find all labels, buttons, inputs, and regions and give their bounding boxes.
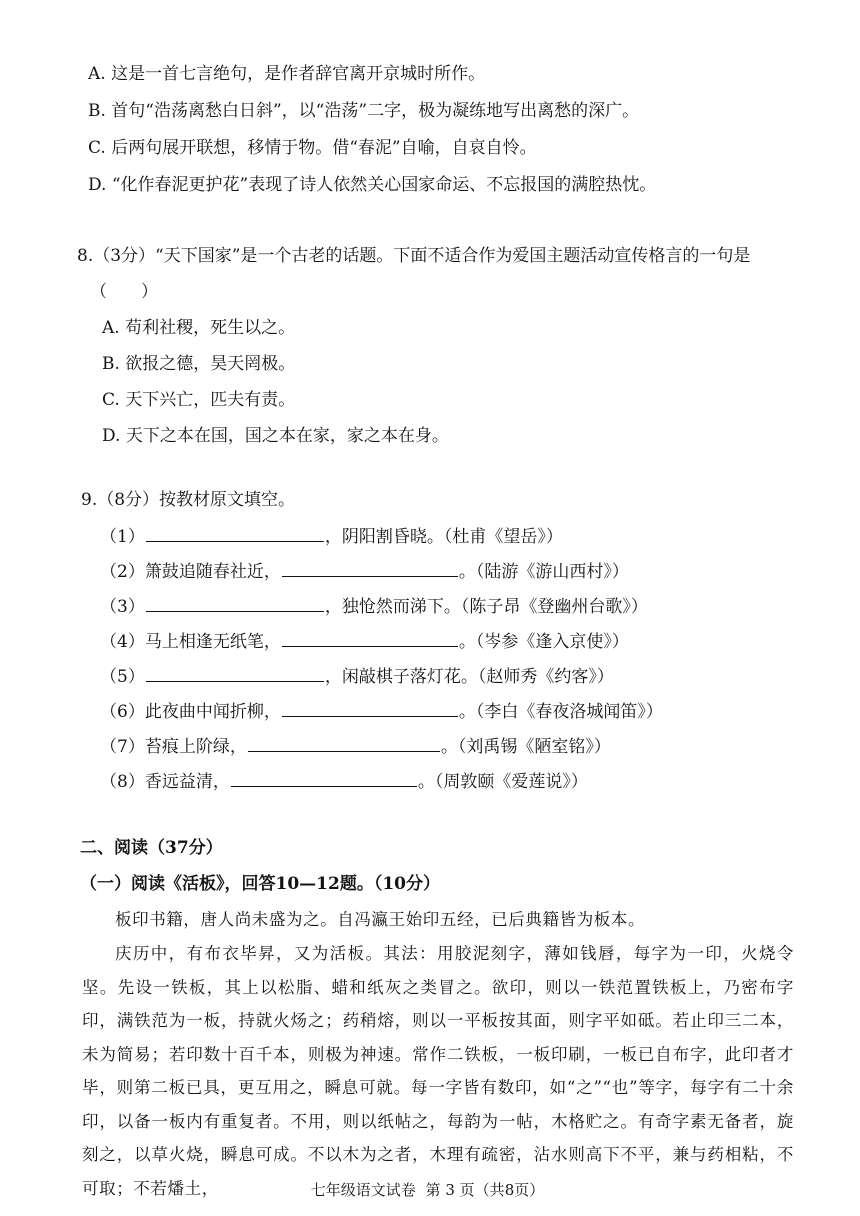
- q9-item-source: ，阴阳割昏晓。（杜甫《望岳》）: [324, 527, 563, 547]
- q9-item-6: [100, 698, 663, 724]
- answer-blank[interactable]: [231, 768, 417, 787]
- q8-option-c: C. 天下兴亡，匹夫有责。: [102, 390, 296, 410]
- q9-item-text: （8）香远益清，: [100, 772, 230, 792]
- q9-item-source: 。（陆游《游山西村》）: [458, 562, 629, 582]
- q9-item-source: ，独怆然而涕下。（陈子昂《登幽州台歌》）: [324, 597, 648, 617]
- q9-item-text: （7）苔痕上阶绿，: [100, 737, 247, 757]
- q9-item-text: （3）: [100, 597, 145, 617]
- section-heading: 二、阅读（37分）: [80, 838, 223, 858]
- q8-option-d: D. 天下之本在国，国之本在家，家之本在身。: [102, 426, 449, 446]
- page-indicator: 第 3 页（共8页）: [425, 1181, 545, 1199]
- answer-blank[interactable]: [146, 523, 324, 542]
- q7-option-a: A. 这是一首七言绝句，是作者辞官离开京城时所作。: [88, 64, 486, 84]
- answer-blank[interactable]: [282, 698, 458, 717]
- page-number: 3: [445, 1181, 455, 1199]
- q7-option-d: D. “化作春泥更护花”表现了诗人依然关心国家命运、不忘报国的满腔热忱。: [88, 175, 657, 195]
- answer-blank[interactable]: [146, 593, 324, 612]
- answer-blank[interactable]: [282, 558, 458, 577]
- q9-item-7: [100, 733, 611, 759]
- q9-item-source: ，闲敲棋子落灯花。（赵师秀《约客》）: [324, 667, 614, 687]
- q8-stem: 8.（3分）“天下国家”是一个古老的话题。下面不适合作为爱国主题活动宣传格言的一句是: [77, 246, 751, 266]
- q9-item-text: （1）: [100, 527, 145, 547]
- q9-item-source: 。（周敦颐《爱莲说》）: [417, 772, 588, 792]
- q9-item-4: [100, 628, 629, 654]
- q9-stem: 9.（8分）按教材原文填空。: [81, 490, 296, 510]
- q9-item-text: （6）此夜曲中闻折柳，: [100, 702, 281, 722]
- q9-item-1: [100, 523, 563, 549]
- answer-blank[interactable]: [282, 628, 458, 647]
- q9-item-source: 。（李白《春夜洛城闻笛》）: [458, 702, 663, 722]
- q9-item-8: [100, 768, 588, 794]
- q8-answer-paren: （ ）: [90, 282, 158, 302]
- reading-subheading: （一）阅读《活板》，回答10—12题。（10分）: [80, 874, 440, 894]
- q8-option-a: A. 苟利社稷，死生以之。: [102, 318, 296, 338]
- answer-blank[interactable]: [146, 663, 324, 682]
- exam-title: 七年级语文试卷: [310, 1181, 416, 1199]
- q9-item-2: [100, 558, 629, 584]
- q9-item-text: （4）马上相逢无纸笔，: [100, 632, 281, 652]
- answer-blank[interactable]: [248, 733, 440, 752]
- reading-paragraph-1: 板印书籍，唐人尚未盛为之。自冯瀛王始印五经，已后典籍皆为板本。: [115, 910, 646, 929]
- q9-item-source: 。（刘禹锡《陋室铭》）: [440, 737, 611, 757]
- q9-item-text: （2）箫鼓追随春社近，: [100, 562, 281, 582]
- q9-item-3: [100, 593, 648, 619]
- q9-item-source: 。（岑参《逢入京使》）: [458, 632, 629, 652]
- page-footer: [0, 1179, 860, 1200]
- q9-item-text: （5）: [100, 667, 145, 687]
- q7-option-b: B. 首句“浩荡离愁白日斜”，以“浩荡”二字，极为凝练地写出离愁的深广。: [88, 101, 640, 121]
- reading-paragraph-2: 庆历中，有布衣毕昇，又为活板。其法：用胶泥刻字，薄如钱唇，每字为一印，火烧令坚。先设一铁板，其上以松脂、蜡和纸灰之类冒之。欲印，则以一铁范置铁板上，乃密布字印，满铁范为一板，持就火炀之；药稍熔，则以一平板按其面，则字平如砥。若止印三二本，未为简易；若印数十百千本，则极为神速。常作二铁板，一板印刷，一板已自布字，此印者才毕，则第二板已具，更互用之，瞬息可就。每一字皆有数印，如“之”“也”等字，每字有二十余印，以备一板内有重复者。不用，则以纸帖之，每韵为一帖，木格贮之。有奇字素无备者，旋刻之，以草火烧，瞬息可成。不以木为之者，木理有疏密，沾水则高下不平，兼与药相粘，不可取；不若燔土，: [82, 944, 794, 1198]
- total-pages: 8: [504, 1181, 515, 1199]
- q7-option-c: C. 后两句展开联想，移情于物。借“春泥”自喻，自哀自怜。: [88, 138, 537, 158]
- q9-item-5: [100, 663, 614, 689]
- q8-option-b: B. 欲报之德，昊天罔极。: [102, 354, 296, 374]
